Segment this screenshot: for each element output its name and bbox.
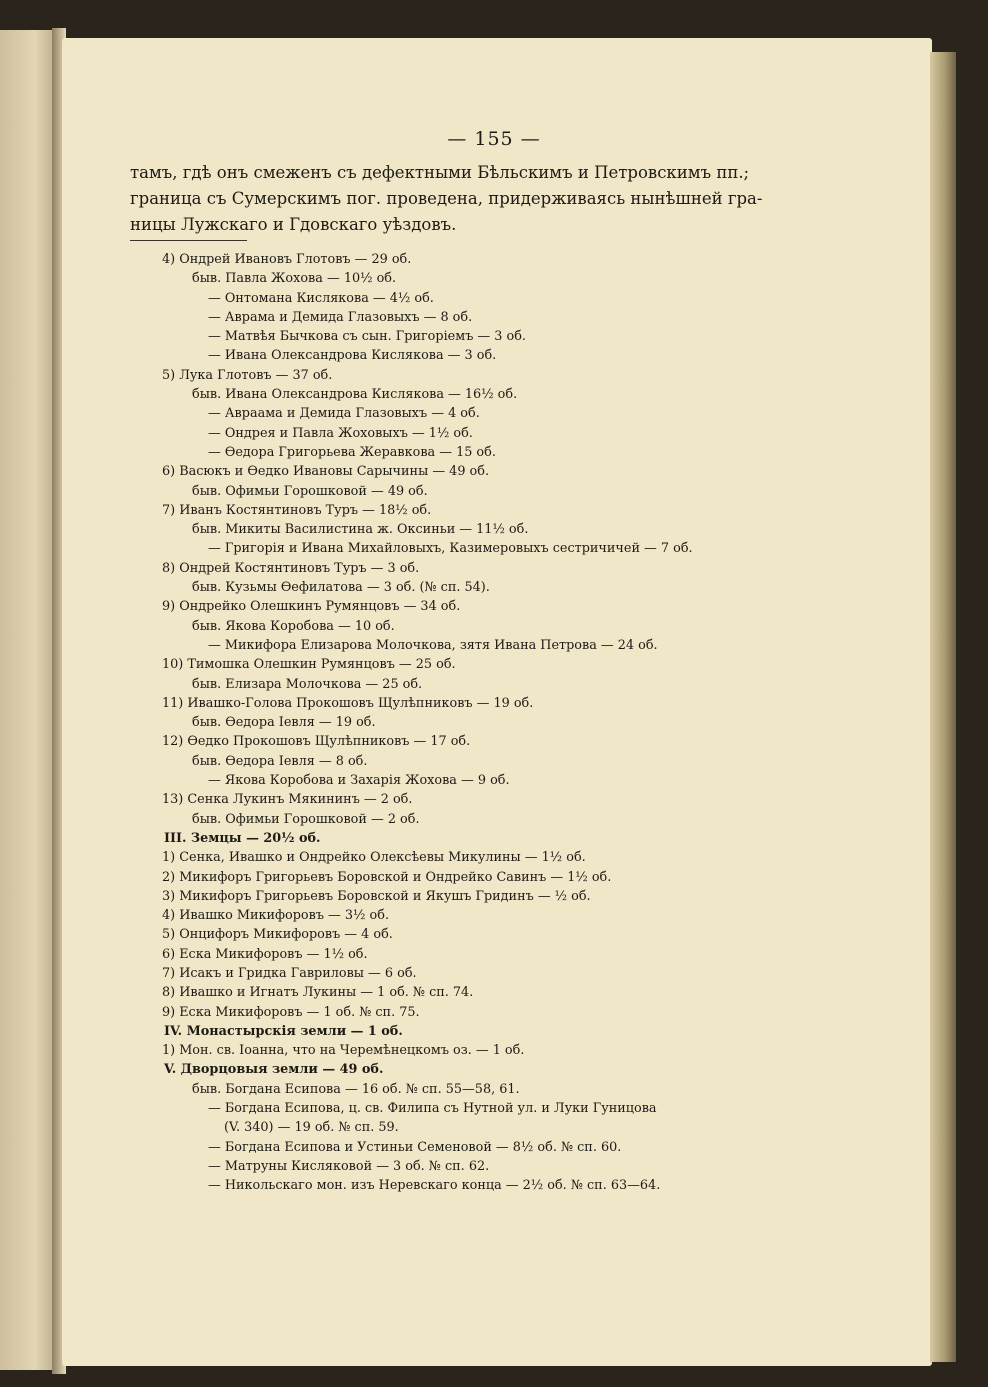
entry-line: быв. Микиты Василистина ж. Оксиньи — 11½ об.	[192, 522, 529, 538]
entry-line: 2) Микифоръ Григорьевъ Боровской и Ондрейко Савинъ — 1½ об.	[162, 869, 612, 885]
separator-rule	[130, 240, 247, 241]
intro-paragraph	[130, 160, 780, 238]
entry-line: быв. Офимьи Горошковой — 2 об.	[192, 811, 420, 827]
entry-line: (V. 340) — 19 об. № сп. 59.	[224, 1120, 399, 1136]
entry-line: 12) Өедко Прокошовъ Щулѣпниковъ — 17 об.	[162, 734, 471, 750]
entry-line: — Авраама и Демида Глазовыхъ — 4 об.	[208, 406, 480, 422]
entry-line: 3) Микифоръ Григорьевъ Боровской и Якушъ Гридинъ — ½ об.	[162, 888, 591, 904]
entry-line: быв. Өедора Iевля — 19 об.	[192, 715, 376, 731]
entry-line: — Матвѣя Бычкова съ сын. Григорiемъ — 3 об.	[208, 329, 526, 345]
entry-line: — Ондрея и Павла Жоховыхъ — 1½ об.	[208, 425, 473, 441]
left-page-edge	[0, 30, 58, 1370]
entry-line: — Богдана Есипова и Устиньи Семеновой — 8½ об. № сп. 60.	[208, 1139, 622, 1155]
entry-line: быв. Кузьмы Өефилатова — 3 об. (№ сп. 54).	[192, 580, 490, 596]
intro-line: ницы Лужскаго и Гдовскаго уѣздовъ.	[130, 215, 457, 234]
entry-line: — Аврама и Демида Глазовыхъ — 8 об.	[208, 309, 473, 325]
intro-line: тамъ, гдѣ онъ смеженъ съ дефектными Бѣльскимъ и Петровскимъ пп.;	[130, 163, 750, 182]
section-heading: IV. Монастырскiя земли — 1 об.	[164, 1023, 403, 1039]
entry-line: — Матруны Кисляковой — 3 об. № сп. 62.	[208, 1158, 490, 1174]
right-page-edge	[930, 52, 956, 1362]
entry-line: 6) Еска Микифоровъ — 1½ об.	[162, 946, 368, 962]
section-heading: III. Земцы — 20½ об.	[164, 830, 321, 846]
entry-line: — Өедора Григорьева Жеравкова — 15 об.	[208, 444, 496, 460]
entry-line: 5) Лука Глотовъ — 37 об.	[162, 367, 333, 383]
entry-line: 8) Ондрей Костянтиновъ Туръ — 3 об.	[162, 560, 420, 576]
entry-line: — Григорiя и Ивана Михайловыхъ, Казимеровыхъ сестричичей — 7 об.	[208, 541, 693, 557]
entry-line: быв. Елизара Молочкова — 25 об.	[192, 676, 423, 692]
entry-line: быв. Офимьи Горошковой — 49 об.	[192, 483, 428, 499]
entry-line: 9) Еска Микифоровъ — 1 об. № сп. 75.	[162, 1004, 420, 1020]
entry-line: 6) Васюкъ и Өедко Ивановы Сарычины — 49 об.	[162, 464, 490, 480]
entry-line: быв. Өедора Iевля — 8 об.	[192, 753, 368, 769]
entry-line: — Никольскаго мон. изъ Неревскаго конца — 2½ об. № сп. 63—64.	[208, 1178, 661, 1194]
entry-line: 7) Иванъ Костянтиновъ Туръ — 18½ об.	[162, 502, 432, 518]
entry-line: — Якова Коробова и Захарiя Жохова — 9 об.	[208, 773, 510, 789]
page-number: — 155 —	[447, 128, 541, 150]
entry-line: быв. Павла Жохова — 10½ об.	[192, 271, 397, 287]
entry-line: — Ивана Олександрова Кислякова — 3 об.	[208, 348, 497, 364]
entries-list	[162, 250, 782, 1196]
entry-line: — Онтомана Кислякова — 4½ об.	[208, 290, 434, 306]
entry-line: быв. Ивана Олександрова Кислякова — 16½ об.	[192, 387, 518, 403]
entry-line: 1) Сенка, Ивашко и Ондрейко Олексѣевы Микулины — 1½ об.	[162, 850, 586, 866]
entry-line: 9) Ондрейко Олешкинъ Румянцовъ — 34 об.	[162, 599, 461, 615]
entry-line: — Богдана Есипова, ц. св. Филипа съ Нутной ул. и Луки Гуницова	[208, 1101, 657, 1117]
entry-line: — Микифора Елизарова Молочкова, зятя Ивана Петрова — 24 об.	[208, 637, 658, 653]
entry-line: 8) Ивашко и Игнатъ Лукины — 1 об. № сп. 74.	[162, 985, 474, 1001]
entry-line: 4) Ивашко Микифоровъ — 3½ об.	[162, 908, 390, 924]
entry-line: 10) Тимошка Олешкин Румянцовъ — 25 об.	[162, 657, 456, 673]
entry-line: быв. Якова Коробова — 10 об.	[192, 618, 395, 634]
entry-line: 4) Ондрей Ивановъ Глотовъ — 29 об.	[162, 252, 412, 267]
entry-line: 11) Ивашко-Голова Прокошовъ Щулѣпниковъ — 19 об.	[162, 695, 534, 711]
entry-line: 5) Онцифоръ Микифоровъ — 4 об.	[162, 927, 393, 943]
intro-line: граница съ Сумерскимъ пог. проведена, придерживаясь нынѣшней гра-	[130, 189, 763, 208]
entry-line: быв. Богдана Есипова — 16 об. № сп. 55—58, 61.	[192, 1081, 520, 1097]
entry-line: 7) Исакъ и Гридка Гавриловы — 6 об.	[162, 965, 417, 981]
section-heading: V. Дворцовыя земли — 49 об.	[164, 1062, 384, 1078]
entry-line: 13) Сенка Лукинъ Мякининъ — 2 об.	[162, 792, 413, 808]
entry-line: 1) Мон. св. Iоанна, что на Черемѣнецкомъ оз. — 1 об.	[162, 1043, 525, 1059]
